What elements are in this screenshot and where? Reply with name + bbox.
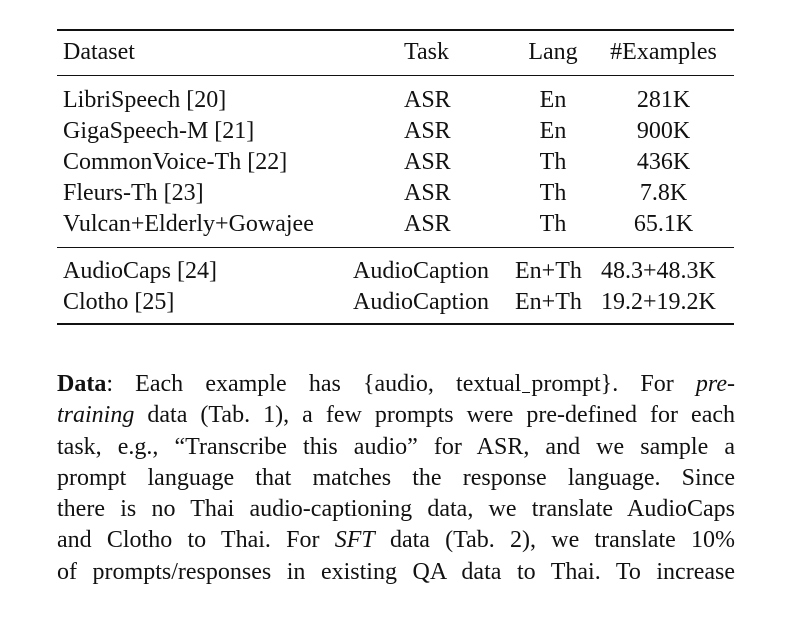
- cell-dataset: Fleurs-Th [23]: [63, 180, 204, 206]
- cell-task: ASR: [404, 211, 451, 237]
- paragraph-line: [57, 525, 735, 556]
- paragraph-text: data (Tab. 1), a few prompts were pre-defined for each: [134, 402, 735, 429]
- cell-task: ASR: [404, 87, 451, 113]
- cell-examples: 65.1K: [633, 211, 694, 237]
- body-paragraph: [57, 369, 735, 588]
- table-bottom-rule: [57, 323, 734, 325]
- header-dataset: Dataset: [63, 39, 135, 65]
- header-task: Task: [404, 39, 449, 65]
- cell-task: AudioCaption: [353, 258, 489, 284]
- paragraph-italic: training: [57, 402, 135, 429]
- paragraph-text: : Each example has {audio, textual: [106, 371, 522, 397]
- cell-dataset: CommonVoice-Th [22]: [63, 149, 288, 175]
- paragraph-lead: Data: [57, 371, 107, 397]
- paragraph-line: of prompts/responses in existing QA data to Thai. To increase: [57, 558, 735, 585]
- paragraph-line: there is no Thai audio-captioning data, we translate AudioCaps: [57, 496, 735, 523]
- header-lang: Lang: [528, 39, 578, 65]
- cell-examples: 436K: [636, 149, 691, 175]
- cell-dataset: LibriSpeech [20]: [63, 87, 227, 113]
- cell-examples: 19.2+19.2K: [601, 289, 716, 315]
- cell-lang: Th: [539, 211, 567, 237]
- cell-lang: En: [539, 118, 567, 144]
- paragraph-italic: pre-: [695, 371, 735, 397]
- cell-dataset: Clotho [25]: [63, 289, 175, 315]
- paragraph-text: prompt}. For: [531, 371, 696, 397]
- paragraph-text: and Clotho to Thai. For: [57, 527, 335, 554]
- cell-task: AudioCaption: [353, 289, 489, 315]
- header-examples: #Examples: [610, 39, 717, 65]
- cell-lang: Th: [539, 180, 567, 206]
- cell-dataset: AudioCaps [24]: [63, 258, 217, 284]
- paragraph-line: task, e.g., “Transcribe this audio” for ASR, and we sample a: [57, 433, 735, 460]
- paragraph-line: [57, 369, 735, 400]
- cell-lang: En+Th: [515, 258, 582, 284]
- cell-task: ASR: [404, 180, 451, 206]
- table-group-rule: [57, 247, 734, 248]
- table-top-rule: [57, 29, 734, 31]
- paragraph-line: [57, 400, 735, 431]
- paragraph-line: prompt language that matches the response language. Since: [57, 464, 735, 491]
- cell-task: ASR: [404, 149, 451, 175]
- cell-dataset: Vulcan+Elderly+Gowajee: [63, 211, 314, 237]
- paragraph-text: data (Tab. 2), we translate 10%: [374, 527, 735, 554]
- cell-lang: En+Th: [515, 289, 582, 315]
- cell-task: ASR: [404, 118, 451, 144]
- cell-examples: 281K: [636, 87, 691, 113]
- subscript-underscore: [522, 392, 530, 393]
- cell-examples: 48.3+48.3K: [601, 258, 716, 284]
- table-header-rule: [57, 75, 734, 76]
- cell-dataset: GigaSpeech-M [21]: [63, 118, 255, 144]
- cell-lang: Th: [539, 149, 567, 175]
- cell-lang: En: [539, 87, 567, 113]
- cell-examples: 900K: [636, 118, 691, 144]
- cell-examples: 7.8K: [639, 180, 688, 206]
- paragraph-italic: SFT: [334, 527, 375, 554]
